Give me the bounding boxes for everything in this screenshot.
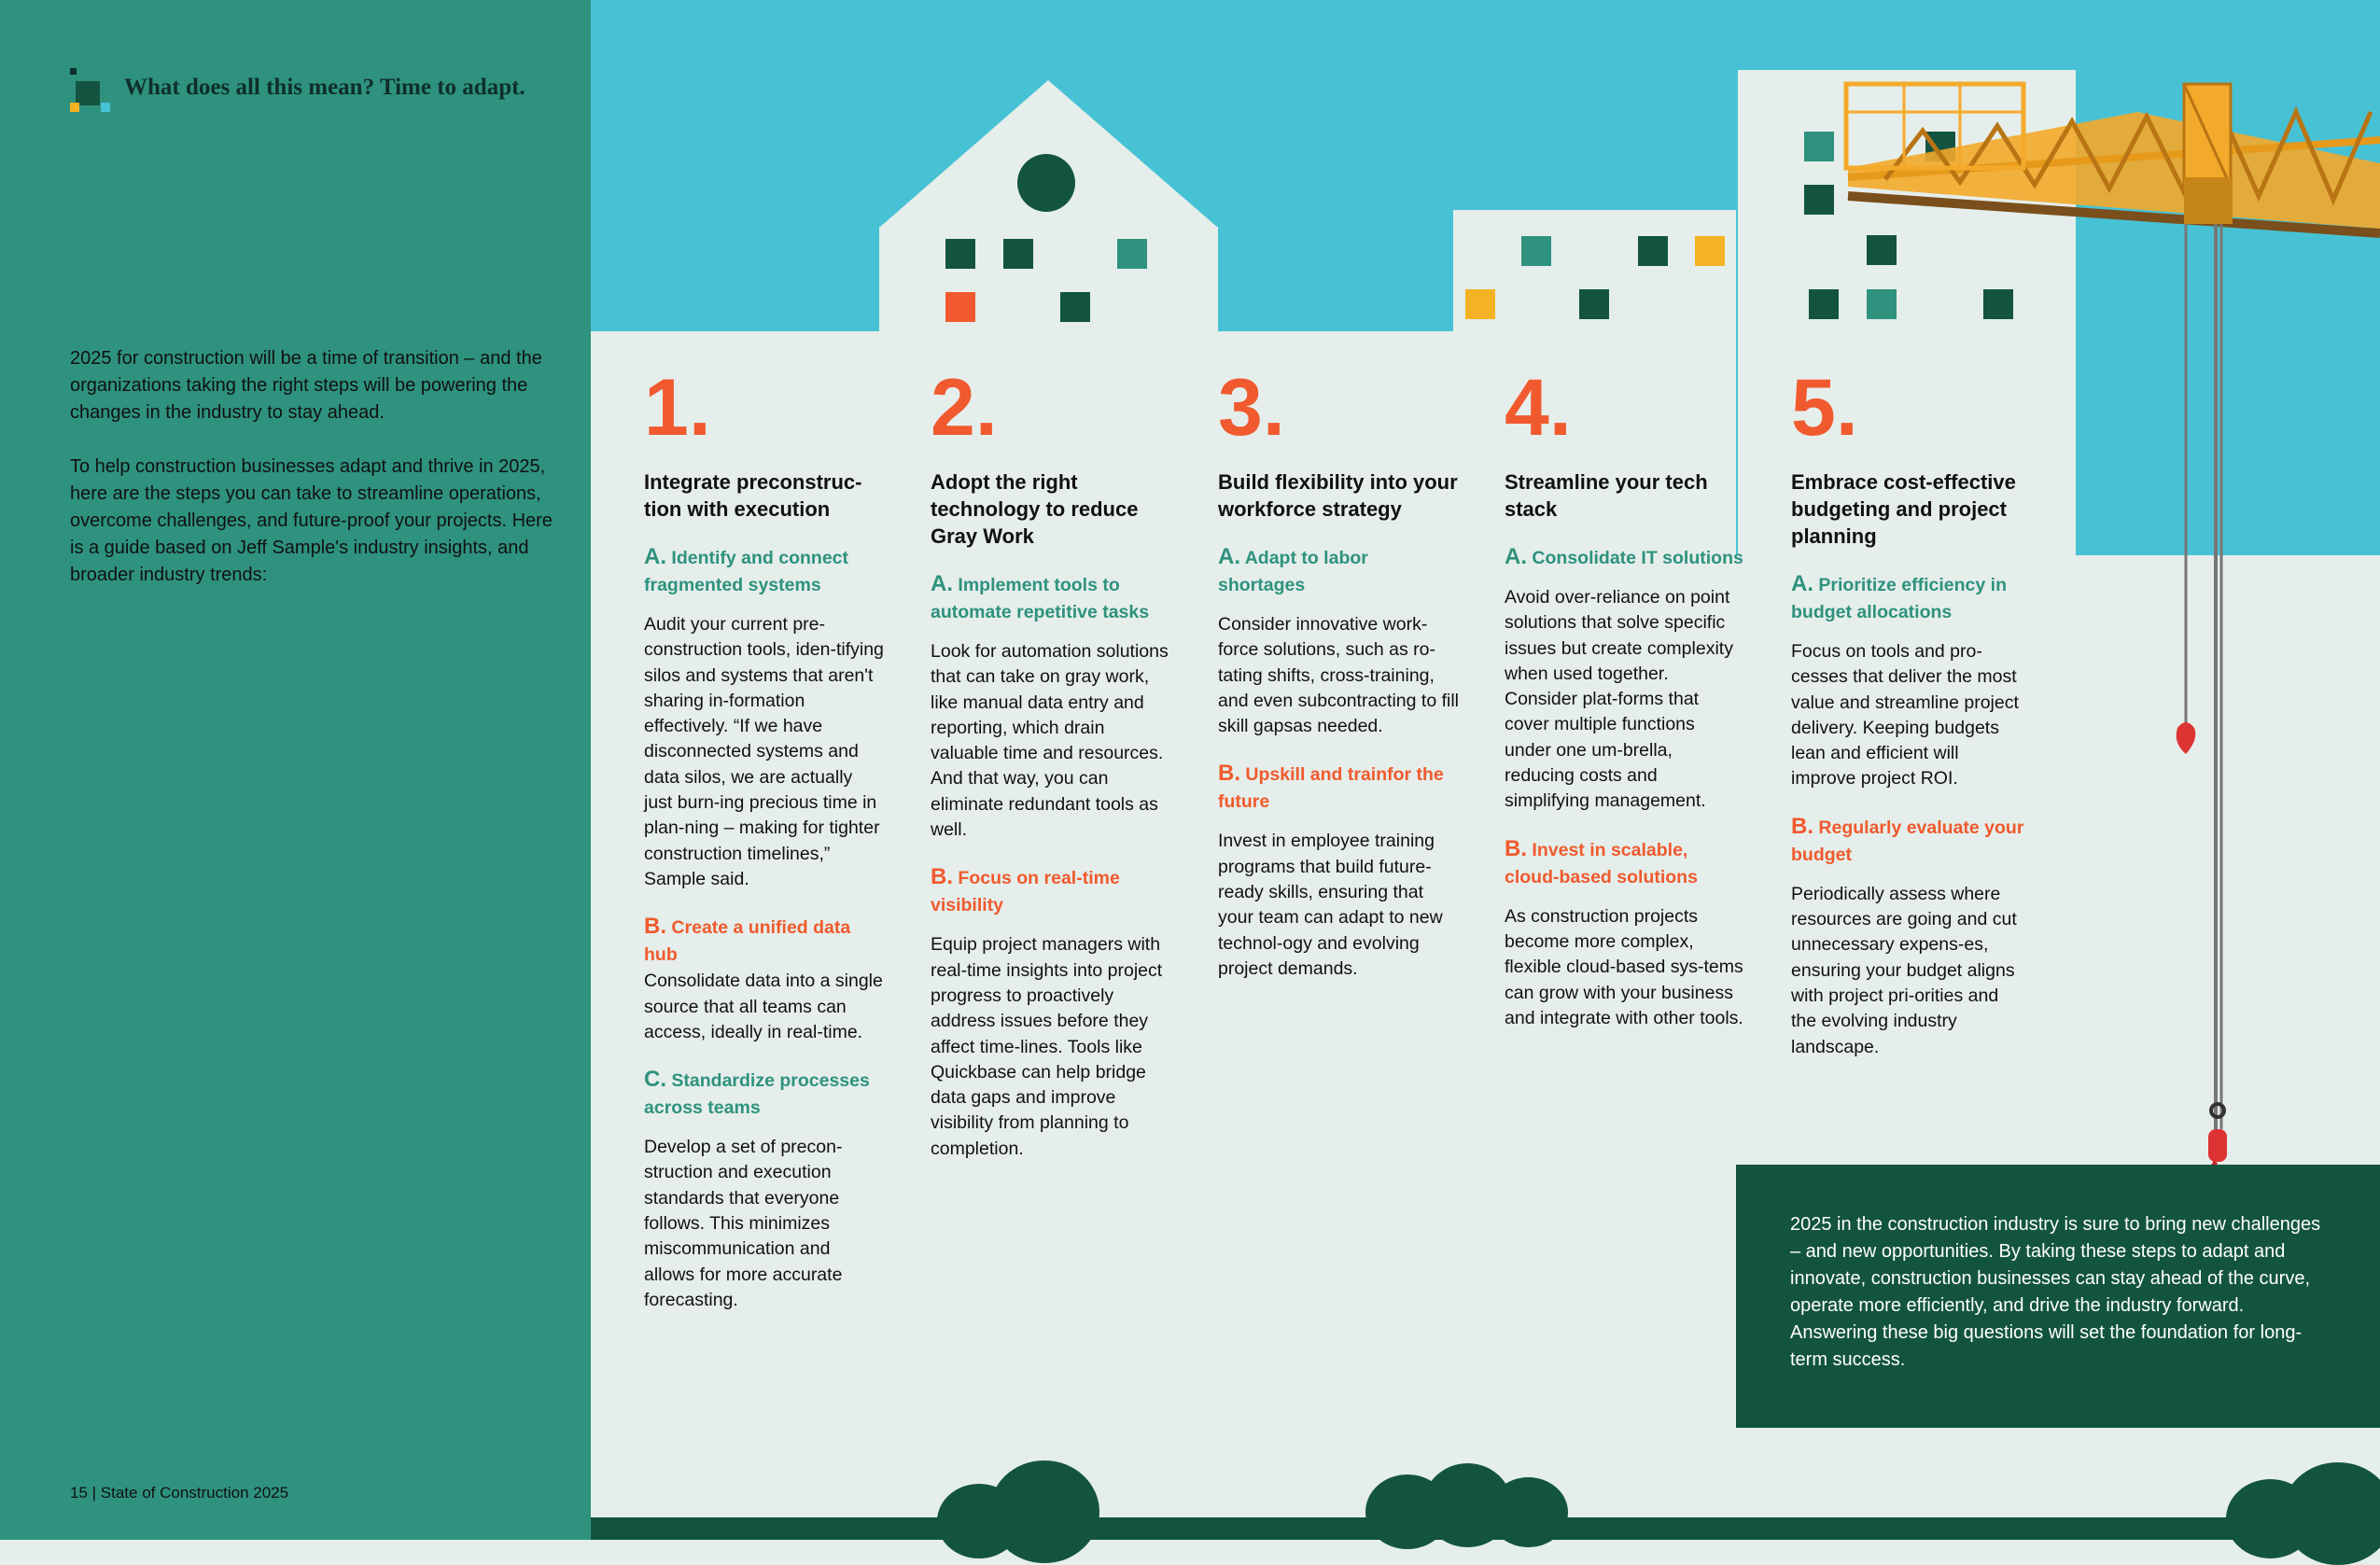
window — [1638, 236, 1668, 266]
step-title: Streamline your tech stack — [1505, 470, 1708, 521]
window — [1117, 239, 1147, 269]
step-title: Embrace cost-effective budgeting and project planning — [1791, 470, 2016, 548]
sub-title: Focus on real-time visibility — [931, 868, 1120, 916]
step-subheading — [1791, 813, 2024, 869]
step-column — [1791, 363, 2024, 1060]
sub-title: Regularly evaluate your budget — [1791, 817, 2024, 865]
window — [1465, 289, 1495, 319]
window — [1579, 289, 1609, 319]
intro-text — [70, 345, 555, 589]
step-number: 1. — [644, 363, 711, 453]
sub-letter: A. — [931, 571, 953, 596]
window — [945, 239, 975, 269]
step-body: Look for automation solutions that can take on gray work, like manual data entry and reporting, which drain valuable time and resources. And that way, you can eliminate redundant tools as well. — [931, 641, 1169, 841]
step-column — [931, 363, 1171, 1162]
step-body: Periodically assess where resources are going and cut unnecessary expens-es, ensuring your budget aligns with project pri-orities and the evolving industry landscape. — [1791, 883, 2017, 1057]
step-subheading — [1791, 570, 2024, 626]
step-body: Equip project managers with real-time insights into project progress to proactively address issues before they affect time-lines. Tools like Quickbase can help bridge data gaps and improve visibility from planning to completion. — [931, 934, 1163, 1159]
step-number: 2. — [931, 363, 998, 453]
conclusion-text: 2025 in the construction industry is sure to bring new challenges – and new opportunities. By taking these steps to adapt and innovate, construction businesses can stay ahead of the curve, operate more efficiently, and drive the industry forward. Answering these big questions will set the foundation for long-term success. — [1790, 1214, 2321, 1370]
step-body: Invest in employee training programs that build future-ready skills, ensuring that your team can adapt to new technol-ogy and evolving project demands. — [1218, 831, 1443, 979]
intro-paragraph: 2025 for construction will be a time of transition – and the organizations taking the right steps will be powering the changes in the industry to stay ahead. — [70, 348, 542, 423]
ground-strip — [591, 1517, 2380, 1540]
round-window — [1017, 154, 1075, 212]
step-body: Avoid over-reliance on point solutions that solve specific issues but create complexity when used together. Consider plat-forms that cover multiple functions under one um-brella, reducing costs and simplifying management. — [1505, 587, 1733, 812]
page-footer: 15 | State of Construction 2025 — [70, 1484, 289, 1502]
sub-letter: A. — [1505, 544, 1527, 569]
step-body: As construction projects become more complex, flexible cloud-based sys-tems can grow with your business and integrate with other tools. — [1505, 905, 1743, 1028]
sub-letter: A. — [644, 544, 666, 569]
window — [945, 292, 975, 322]
window — [1521, 236, 1551, 266]
window — [1060, 292, 1090, 322]
sub-letter: B. — [1791, 813, 1813, 839]
step-number: 4. — [1505, 363, 1572, 453]
sub-letter: B. — [931, 864, 953, 890]
intro-paragraph: To help construction businesses adapt and thrive in 2025, here are the steps you can take to streamline operations, overcome challenges, and future-proof your projects. Here is a guide based on Jeff Sample's industry insights, and broader industry trends: — [70, 456, 553, 585]
step-column — [1218, 363, 1459, 982]
step-subheading — [1505, 835, 1745, 891]
step-title: Adopt the right technology to reduce Gray Work — [931, 470, 1139, 548]
step-number: 3. — [1218, 363, 1285, 453]
sub-title: Standardize processes across teams — [644, 1070, 870, 1119]
sub-title: Consolidate IT solutions — [1532, 548, 1743, 568]
step-subheading — [931, 570, 1171, 626]
step-subheading — [1505, 543, 1745, 572]
sub-letter: B. — [1218, 761, 1240, 787]
sub-title: Identify and connect fragmented systems — [644, 548, 849, 595]
window — [1695, 236, 1725, 266]
sidebar-panel — [0, 0, 591, 1540]
step-column — [1505, 363, 1745, 1031]
sub-letter: A. — [1218, 544, 1240, 569]
window — [1003, 239, 1033, 269]
sub-title: Create a unified data hub — [644, 917, 851, 966]
step-title: Build flexibility into your workforce strategy — [1218, 470, 1458, 521]
step-body: Focus on tools and pro-cesses that deliver the most value and streamline project delivery. Keeping budgets lean and efficient will improve project ROI. — [1791, 641, 2019, 789]
logo-squares-icon — [70, 68, 112, 112]
step-subheading — [1218, 543, 1459, 599]
sub-letter: A. — [1791, 571, 1813, 596]
page-title: What does all this mean? Time to adapt. — [124, 75, 525, 100]
step-subheading — [644, 1066, 885, 1122]
sub-title: Implement tools to automate repetitive tasks — [931, 575, 1150, 622]
sub-letter: B. — [1505, 835, 1527, 861]
sub-letter: C. — [644, 1067, 666, 1093]
sub-title: Upskill and trainfor the future — [1218, 764, 1444, 813]
sub-title: Prioritize efficiency in budget allocations — [1791, 575, 2007, 622]
step-title: Integrate preconstruc-tion with execution — [644, 470, 862, 521]
step-subheading — [1218, 760, 1459, 816]
step-body: Audit your current pre-construction tools, iden-tifying silos and systems that aren't sharing in-formation effectively. “If we have disconnected systems and data silos, we are actually just burn-ing precious time in plan-ning – making for tighter construction timelines,” Sample said. — [644, 614, 884, 889]
step-body: Consider innovative work-force solutions, such as ro-tating shifts, cross-training, and even subcontracting to fill skill gapsas needed. — [1218, 614, 1459, 737]
sub-title: Invest in scalable, cloud-based solutions — [1505, 839, 1698, 887]
step-subheading — [931, 863, 1171, 919]
step-subheading — [644, 543, 885, 599]
step-body: Develop a set of precon-struction and execution standards that everyone follows. This minimizes miscommunication and allows for more accurate forecasting. — [644, 1137, 843, 1310]
conclusion-box — [1736, 1165, 2380, 1428]
step-body: Consolidate data into a single source that all teams can access, ideally in real-time. — [644, 971, 883, 1042]
sub-letter: B. — [644, 914, 666, 940]
step-subheading — [644, 913, 885, 969]
step-column — [644, 363, 885, 1313]
sub-title: Adapt to labor shortages — [1218, 548, 1368, 595]
step-number: 5. — [1791, 363, 1858, 453]
